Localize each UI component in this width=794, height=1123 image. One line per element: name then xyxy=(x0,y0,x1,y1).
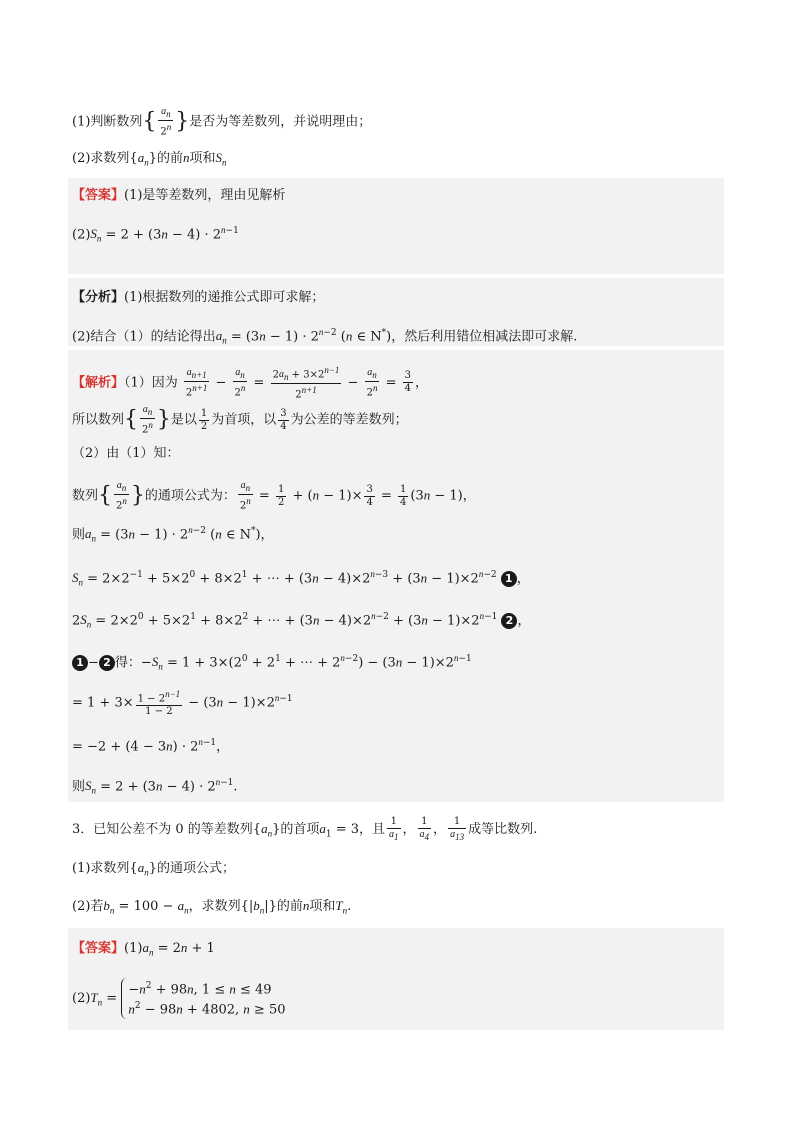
solution2-line10: = $-2 + (4 - 3n) \cdot 2^{n-1}$， xyxy=(72,737,230,755)
solution2-line7: $2S_n = 2\times 2^0 + 5\times 2^1 + 8\times 2^2$ + ⋯ + $(3n - 4)\times 2^{n-2} + (3n - 1)\times 2^{n-1}$ 2 ， xyxy=(72,611,531,630)
answer3-line2: $(2)T_n = -n^2 + 98n$, 1 ≤ n ≤ 49 $n^2 - 98n + 4802$, n ≥ 50 xyxy=(72,978,285,1019)
analysis2-line2: (2)结合（1）的结论得出$a_n = (3n - 1) \cdot 2^{n-2}$ (n ∈ N*)，然后利用错位相减法即可求解. xyxy=(72,327,578,346)
solution2-line11: 则$S_n = 2 + (3n - 4) \cdot 2^{n-1}$. xyxy=(72,777,238,796)
solution2-line5: 则$a_n = (3n - 1) \cdot 2^{n-2}$ (n ∈ N*)， xyxy=(72,525,274,544)
solution2-line4: 数列{ $\frac{a_n}{2^n}$ }的通项公式为： $\frac{a_n}{2^n}$ = $\frac{1}{2}$ + (n − 1)× $\frac{3}{4}$ = $\frac{1}{4}$ (3n − 1)， xyxy=(72,480,476,512)
solution2-line1: 【解析】（1）因为 $\frac{a_{n+1}}{2^{n+1}}$ − $\frac{a_n}{2^n}$ = $\frac{2a_n + 3\times 2^{n-1}}{2^{n+1}}$ − $\frac{a_n}{2^n}$ = $\frac{3}{4}$ ， xyxy=(72,365,428,401)
analysis2-line1: 【分析】(1)根据数列的递推公式即可求解； xyxy=(72,290,325,305)
q3-part2: (2)若$b_n = 100 - a_n$，求数列$\{|b_n|\}$的前n项和$T_n$. xyxy=(72,898,352,916)
solution2-line9: = 1 + 3× $\frac{1 - 2^{n-1}}{1 - 2}$ − $(3n - 1)\times 2^{n-1}$ xyxy=(72,689,293,718)
answer2-line2: $(2)S_n = 2 + (3n - 4) \cdot 2^{n-1}$ xyxy=(72,225,239,244)
solution2-line2: 所以数列{ $\frac{a_n}{2^n}$ }是以 $\frac{1}{2}$ 为首项，以 $\frac{3}{4}$ 为公差的等差数列； xyxy=(72,404,408,436)
q3-stem: 3．已知公差不为 0 的等差数列$\{a_n\}$的首项$a_1 = 3$，且 $\frac{1}{a_1}$ ， $\frac{1}{a_4}$ ， $\frac{1}{a_{13}}$ 成等比数列. xyxy=(72,816,538,842)
solution2-line8: 1 − 2 得：$-S_n = 1 + 3\times(2^0 + 2^1$ + ⋯ + $2^{n-2}) - (3n - 1)\times 2^{n-1}$ xyxy=(72,648,472,677)
q2-part2: (2)求数列$\{a_n\}$的前n项和$S_n$ xyxy=(72,150,227,168)
solution2-line6: $S_n = 2\times 2^{-1} + 5\times 2^0 + 8\times 2^1$ + ⋯ + $(3n - 4)\times 2^{n-3} + (3n - 1)\times 2^{n-2}$ 1 ， xyxy=(72,569,530,588)
solution2-line3: （2）由（1）知： xyxy=(72,446,180,461)
answer2-line1: 【答案】(1)是等差数列，理由见解析 xyxy=(72,188,286,203)
answer3-line1: 【答案】$(1)a_n = 2n + 1$ xyxy=(72,940,215,958)
q3-part1: (1)求数列$\{a_n\}$的通项公式； xyxy=(72,860,235,878)
q2-part1: (1)判断数列{ $\frac{a_n}{2^n}$ }是否为等差数列，并说明理由； xyxy=(72,106,372,138)
